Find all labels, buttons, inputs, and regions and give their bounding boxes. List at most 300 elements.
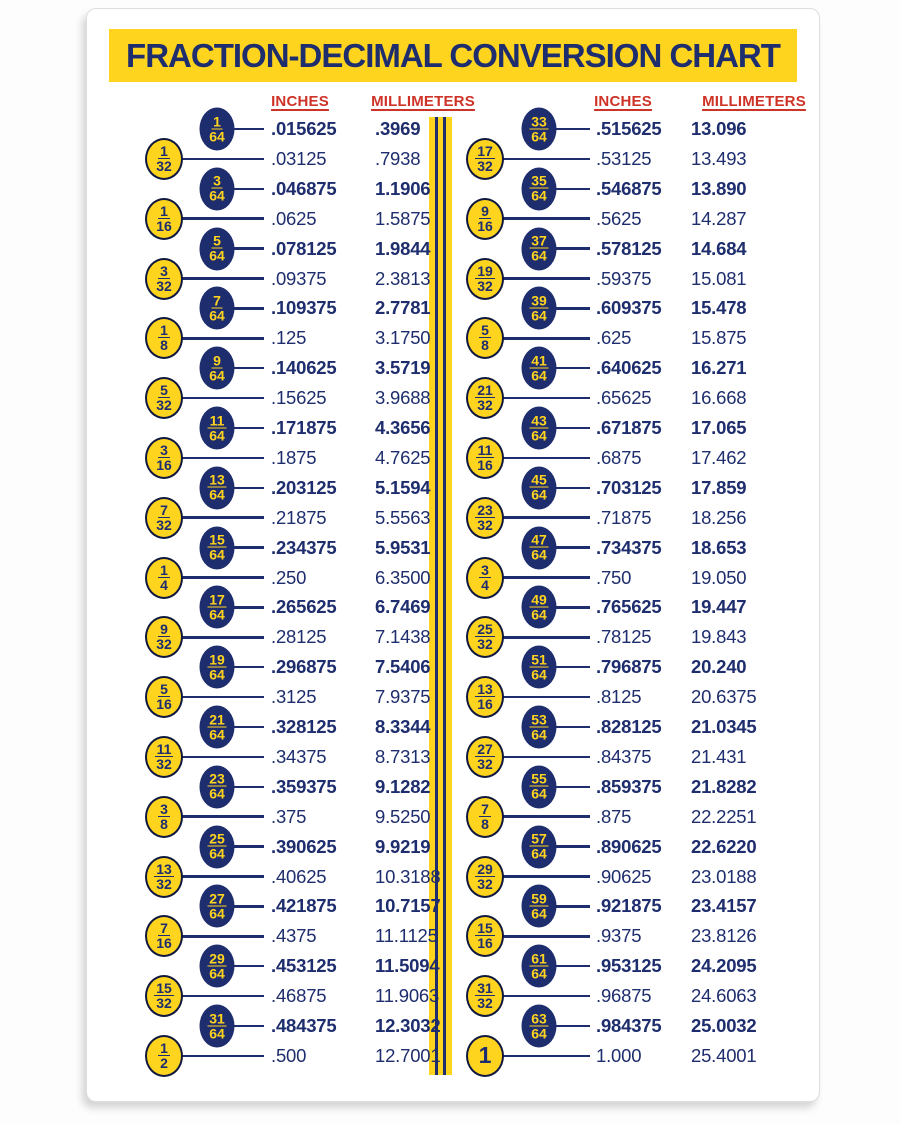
fraction [529,471,549,503]
inches-value: .578125 [596,237,662,259]
inches-value: .546875 [596,177,662,199]
fraction-numerator: 7 [481,800,489,817]
fraction-badge [200,765,235,808]
fraction-denominator: 8 [481,337,489,354]
fraction-badge [145,796,183,838]
millimeters-value: 15.875 [691,327,747,349]
fraction-badge [200,108,235,151]
fraction-denominator: 64 [209,128,225,144]
fraction [529,892,549,920]
inches-value: .46875 [271,985,327,1007]
inches-value: .671875 [596,417,662,438]
fraction-badge [466,676,504,718]
fraction-badge [145,557,183,599]
fraction-numerator: 5 [160,382,168,399]
fraction-denominator: 32 [477,755,493,772]
millimeters-value: 4.3656 [375,417,431,438]
inches-value: .453125 [271,955,337,977]
fraction [207,830,227,862]
fraction-badge [200,646,235,689]
inches-value: .40625 [271,865,327,887]
fraction [207,770,227,802]
fraction-badge [466,915,504,957]
fraction-numerator: 1 [213,113,221,129]
fraction-badge [200,466,235,509]
inches-value: .78125 [596,626,652,648]
inches-value: .515625 [596,118,662,139]
fraction-numerator: 49 [531,591,547,608]
fraction-badge [466,138,504,180]
fraction-numerator: 5 [481,322,489,339]
fraction-numerator: 9 [213,352,221,369]
inches-value: .609375 [596,297,662,319]
fraction-denominator: 32 [477,397,493,414]
fraction-numerator: 35 [531,172,547,189]
fraction-numerator: 7 [160,501,168,518]
inches-value: .484375 [271,1015,337,1036]
fraction-numerator: 47 [531,531,547,548]
millimeters-value: 9.1282 [375,775,431,797]
fraction-badge [522,287,557,330]
right-inches-header: INCHES [594,93,652,110]
millimeters-value: 18.256 [691,506,747,528]
fraction-badge [145,497,183,539]
millimeters-value: 23.8126 [691,925,757,947]
fraction-denominator: 32 [156,755,172,772]
fraction-badge [466,258,504,300]
fraction [156,142,172,174]
millimeters-value: 23.4157 [691,895,757,917]
fraction-denominator: 64 [209,367,225,384]
fraction-denominator: 64 [209,187,225,204]
millimeters-value: 2.7781 [375,297,431,319]
fraction-badge [466,1035,504,1077]
fraction-badge [200,526,235,569]
inches-value: .53125 [596,147,652,169]
millimeters-value: 13.493 [691,147,747,169]
fraction [154,982,174,1010]
fraction-denominator: 8 [160,815,168,832]
fraction-numerator: 19 [477,262,493,279]
fraction-denominator: 16 [156,696,172,713]
millimeters-value: 20.6375 [691,686,757,708]
fraction-numerator: 15 [156,980,172,997]
fraction-denominator: 64 [531,1025,547,1041]
millimeters-value: 17.065 [691,417,747,438]
millimeters-value: 22.2251 [691,805,757,827]
millimeters-value: 10.3188 [375,865,441,887]
millimeters-value: 24.6063 [691,985,757,1007]
fraction-badge [522,1005,557,1048]
fraction-numerator: 9 [481,202,489,219]
fraction-numerator: 21 [209,711,225,727]
fraction-badge [200,1005,235,1048]
inches-value: .250 [271,566,307,588]
inches-value: .984375 [596,1015,662,1036]
fraction [529,232,549,264]
fraction [209,232,225,264]
fraction-denominator: 64 [209,726,225,742]
fraction-numerator: 27 [477,740,493,757]
fraction-badge [522,347,557,390]
fraction-badge [145,258,183,300]
fraction-badge [200,706,235,749]
fraction-numerator: 17 [477,142,493,159]
fraction-denominator: 32 [477,157,493,174]
millimeters-value: 5.9531 [375,536,431,558]
whole-number: 1 [478,1042,492,1069]
fraction-denominator: 64 [209,1025,225,1041]
fraction [209,354,225,382]
fraction-numerator: 43 [531,412,547,428]
inches-value: .5625 [596,207,642,229]
millimeters-value: 20.240 [691,656,747,678]
fraction-denominator: 32 [477,277,493,294]
millimeters-value: 21.0345 [691,716,757,737]
millimeters-value: 8.3344 [375,716,431,737]
inches-value: .953125 [596,955,662,977]
fraction [207,952,227,980]
fraction-badge [145,317,183,359]
fraction-denominator: 32 [477,636,493,653]
fraction [156,441,172,473]
fraction-numerator: 31 [477,980,493,997]
fraction-numerator: 53 [531,711,547,727]
inches-value: .125 [271,327,307,349]
fraction [475,860,495,892]
millimeters-value: 2.3813 [375,267,431,289]
fraction-denominator: 32 [477,516,493,533]
inches-value: .921875 [596,895,662,917]
fraction-badge [145,198,183,240]
inches-value: .03125 [271,147,327,169]
fraction-numerator: 11 [477,441,493,458]
fraction-badge [466,377,504,419]
fraction-numerator: 13 [156,860,172,877]
fraction-numerator: 61 [531,950,547,967]
fraction [529,115,549,143]
fraction-badge [145,616,183,658]
fraction-denominator: 64 [531,486,547,503]
fraction-badge [522,227,557,270]
fraction-badge [522,646,557,689]
fraction-denominator: 64 [209,247,225,264]
fraction-numerator: 39 [531,292,547,309]
fraction-denominator: 64 [209,427,225,443]
fraction-denominator: 64 [531,666,547,683]
left-millimeters-header: MILLIMETERS [371,93,475,110]
fraction-badge [466,557,504,599]
fraction-badge [466,437,504,479]
millimeters-value: 11.1125 [375,925,438,947]
fraction-numerator: 13 [209,471,225,488]
fraction-denominator: 32 [156,875,172,892]
fraction-badge [200,945,235,988]
fraction [209,294,225,322]
fraction-badge [145,377,183,419]
fraction-denominator: 64 [531,307,547,324]
millimeters-value: 1.1906 [375,177,431,199]
millimeters-value: 7.1438 [375,626,431,648]
inches-value: .28125 [271,626,327,648]
fraction [475,683,495,711]
fraction-badge [522,167,557,210]
millimeters-value: 19.050 [691,566,747,588]
fraction-badge [522,407,557,450]
millimeters-value: 22.6220 [691,835,757,857]
inches-value: .640625 [596,357,662,379]
fraction [476,441,495,473]
fraction [207,531,227,563]
fraction [475,262,495,294]
fraction-numerator: 7 [160,920,168,937]
millimeters-value: 11.5094 [375,955,440,977]
fraction-numerator: 1 [160,561,168,578]
page-title: FRACTION-DECIMAL CONVERSION CHART [126,36,780,74]
fraction [529,770,549,802]
right-millimeters-header: MILLIMETERS [702,93,806,110]
fraction-numerator: 3 [213,172,221,189]
millimeters-value: 6.3500 [375,566,431,588]
millimeters-value: 14.684 [691,237,747,259]
millimeters-value: 3.5719 [375,357,431,379]
inches-value: .421875 [271,895,337,917]
millimeters-value: 16.668 [691,387,747,409]
millimeters-value: 18.653 [691,536,747,558]
millimeters-value: 16.271 [691,357,747,379]
fraction-denominator: 64 [209,606,225,623]
inches-value: .59375 [596,267,652,289]
fraction [158,561,170,593]
fraction-numerator: 1 [160,202,168,219]
fraction-numerator: 25 [209,830,225,847]
fraction-denominator: 16 [477,217,493,234]
fraction [475,623,495,651]
inches-value: .6875 [596,446,642,468]
fraction [529,172,549,204]
fraction [529,1012,549,1040]
fraction-denominator: 16 [477,456,493,473]
inches-value: .765625 [596,596,662,618]
fraction-denominator: 32 [156,516,172,533]
fraction [207,713,227,741]
fraction-denominator: 32 [477,875,493,892]
millimeters-value: 13.096 [691,118,747,139]
fraction-numerator: 33 [531,113,547,129]
inches-value: .828125 [596,716,662,737]
inches-value: .21875 [271,506,327,528]
inches-value: .203125 [271,476,337,498]
fraction-badge [466,497,504,539]
fraction-numerator: 13 [477,681,493,698]
fraction-numerator: 3 [160,800,168,817]
fraction-numerator: 23 [477,501,493,518]
inches-value: .796875 [596,656,662,678]
inches-value: .234375 [271,536,337,558]
inches-value: .65625 [596,387,652,409]
millimeters-value: 13.890 [691,177,747,199]
fraction-numerator: 51 [531,651,547,668]
fraction [529,414,549,442]
fraction [158,324,170,352]
millimeters-value: 25.0032 [691,1015,757,1036]
fraction [155,740,174,772]
inches-value: .375 [271,805,307,827]
fraction-numerator: 55 [531,770,547,787]
fraction-badge [522,825,557,868]
millimeters-value: 21.8282 [691,775,757,797]
fraction [479,324,491,352]
fraction [156,501,172,533]
inches-value: .046875 [271,177,337,199]
inches-value: .1875 [271,446,317,468]
fraction-numerator: 15 [477,920,493,937]
fraction-denominator: 64 [209,307,225,324]
fraction-denominator: 32 [156,157,172,174]
inches-value: .625 [596,327,632,349]
millimeters-value: 1.5875 [375,207,431,229]
fraction-badge [145,437,183,479]
inches-value: .34375 [271,745,327,767]
millimeters-value: 12.3032 [375,1015,441,1036]
fraction-denominator: 64 [531,785,547,802]
inches-value: .9375 [596,925,642,947]
millimeters-value: 3.1750 [375,327,431,349]
inches-value: .750 [596,566,632,588]
fraction [156,384,172,412]
fraction-badge [466,616,504,658]
fraction-badge [466,317,504,359]
fraction-denominator: 16 [477,696,493,713]
fraction [209,115,225,143]
millimeters-value: 9.5250 [375,805,431,827]
fraction-badge [522,526,557,569]
inches-value: .734375 [596,536,662,558]
fraction [477,202,493,234]
millimeters-value: 8.7313 [375,745,431,767]
millimeters-value: .7938 [375,147,421,169]
fraction-badge [200,287,235,330]
fraction-denominator: 64 [531,367,547,384]
inches-value: .3125 [271,686,317,708]
fraction-badge [145,676,183,718]
millimeters-value: 23.0188 [691,865,757,887]
fraction-denominator: 64 [531,606,547,623]
millimeters-value: 5.5563 [375,506,431,528]
fraction-badge [200,586,235,629]
fraction-badge [466,736,504,778]
fraction [158,800,170,832]
fraction-denominator: 2 [160,1054,168,1071]
fraction [156,623,172,651]
millimeters-value: 10.7157 [375,895,441,917]
millimeters-value: 14.287 [691,207,747,229]
inches-value: .328125 [271,716,337,737]
inches-value: 1.000 [596,1044,642,1066]
inches-value: .09375 [271,267,327,289]
fraction-numerator: 11 [209,412,225,428]
fraction-numerator: 31 [209,1010,225,1026]
fraction-numerator: 1 [160,322,168,339]
fraction [529,531,549,563]
inches-value: .8125 [596,686,642,708]
inches-value: .265625 [271,596,337,618]
fraction-numerator: 3 [481,561,489,578]
fraction-denominator: 64 [531,427,547,443]
fraction-badge [522,586,557,629]
millimeters-value: 25.4001 [691,1044,757,1066]
inches-value: .859375 [596,775,662,797]
fraction [156,202,172,234]
millimeters-value: 17.462 [691,446,747,468]
millimeters-value: 6.7469 [375,596,431,618]
fraction-denominator: 32 [156,636,172,653]
inches-value: .4375 [271,925,317,947]
fraction-numerator: 41 [531,352,547,369]
fraction-badge [466,856,504,898]
fraction [158,1039,170,1071]
fraction-denominator: 4 [160,576,168,593]
fraction [529,354,549,382]
inches-value: .296875 [271,656,337,678]
fraction-denominator: 64 [209,905,225,922]
fraction-denominator: 4 [481,576,489,593]
fraction-badge [145,975,183,1017]
fraction-numerator: 27 [209,890,225,907]
fraction-denominator: 64 [531,965,547,982]
fraction-denominator: 64 [531,546,547,563]
fraction-denominator: 16 [156,217,172,234]
inches-value: .890625 [596,835,662,857]
fraction [207,892,227,920]
fraction [475,740,495,772]
fraction-numerator: 11 [156,740,172,757]
millimeters-value: 5.1594 [375,476,431,498]
fraction-badge [522,945,557,988]
millimeters-value: 19.843 [691,626,747,648]
inches-value: .359375 [271,775,337,797]
fraction-denominator: 64 [531,247,547,264]
fraction [475,384,495,412]
fraction-denominator: 64 [531,845,547,862]
fraction-numerator: 1 [160,142,168,159]
fraction-badge [466,796,504,838]
conversion-chart-poster [86,8,820,1102]
fraction [475,501,495,533]
fraction-numerator: 63 [531,1010,547,1026]
inches-value: .109375 [271,297,337,319]
fraction-denominator: 32 [156,397,172,414]
millimeters-value: 11.9063 [375,985,440,1007]
fraction [479,800,491,832]
fraction [207,1012,227,1040]
fraction [156,262,172,294]
fraction-denominator: 32 [477,995,493,1012]
fraction-denominator: 64 [209,486,225,503]
millimeters-value: 4.7625 [375,446,431,468]
fraction-badge [145,1035,183,1077]
inches-value: .15625 [271,387,327,409]
fraction-badge [522,108,557,151]
fraction-denominator: 64 [531,187,547,204]
fraction [529,713,549,741]
fraction-numerator: 25 [477,621,493,638]
inches-value: .90625 [596,865,652,887]
fraction-badge [522,466,557,509]
fraction-denominator: 64 [531,905,547,922]
fraction [529,593,549,621]
inches-value: .0625 [271,207,317,229]
